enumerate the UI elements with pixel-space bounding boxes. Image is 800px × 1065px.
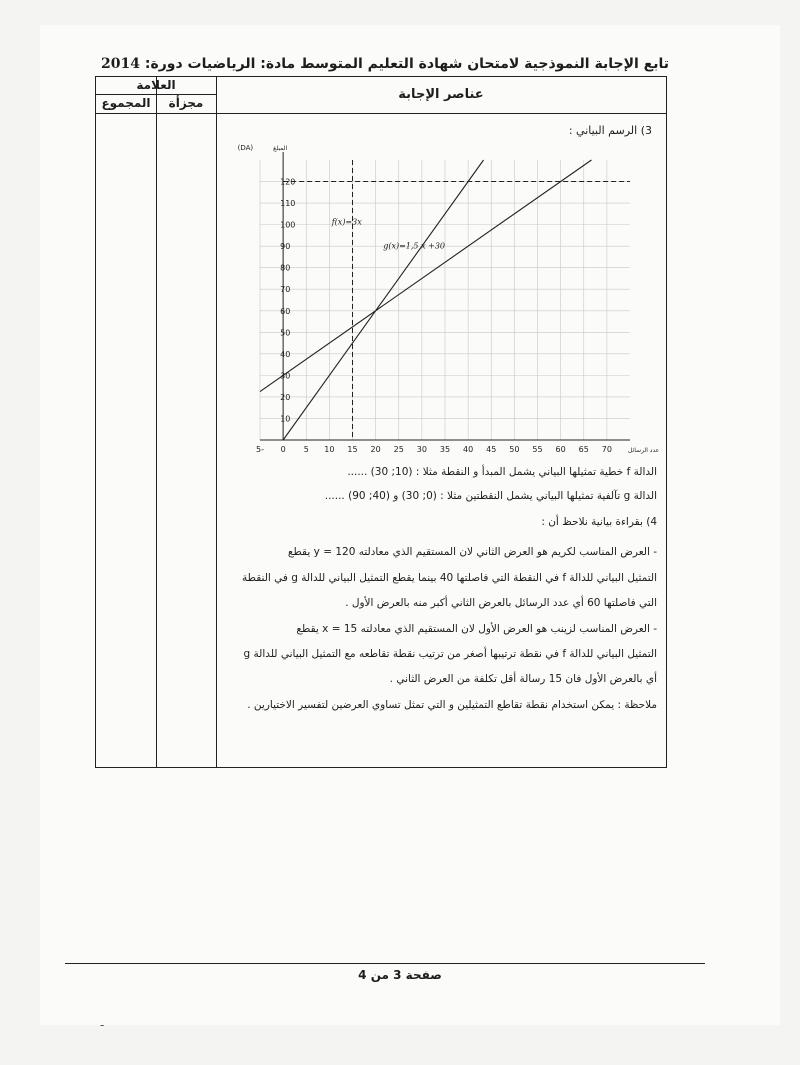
series-label-f: f(x)=3x: [331, 217, 362, 227]
col-partial-header: مجزأة: [168, 96, 204, 110]
x-tick-label: 40: [463, 445, 474, 454]
header-text: تابع الإجابة النموذجية لامتحان شهادة التعليم المتوسط مادة: الرياضيات دورة:: [144, 56, 669, 72]
series-label-g: g(x)=1,5 x +30: [383, 241, 445, 251]
y-unit-label: (DA): [237, 144, 254, 152]
line-1: الدالة g تآلفية تمثيلها البياني يشمل النقطتين مثلا : (0; 30) و (40; 90) ......: [324, 490, 657, 502]
header-rule: [96, 113, 666, 114]
x-tick-label: 0: [280, 445, 286, 454]
x-tick-label: 15: [347, 445, 358, 454]
y-tick-label: 100: [280, 220, 296, 230]
x-tick-label: 70: [601, 445, 612, 454]
x-tick-label: 30: [416, 445, 427, 454]
col-answers-header: عناصر الإجابة: [398, 87, 484, 102]
series-line-0: [283, 160, 483, 440]
y-tick-label: 50: [280, 328, 291, 338]
y-tick-label: 70: [280, 285, 291, 295]
x-tick-label: 20: [370, 445, 381, 454]
line-2: 4) بقراءة بيانية نلاحظ أن :: [541, 516, 657, 528]
page-header: [100, 56, 670, 72]
line-5: التي فاصلتها 60 أي عدد الرسائل بالعرض الثاني أكبر منه بالعرض الأول .: [345, 597, 657, 609]
q3-label: 3) الرسم البياني :: [568, 124, 652, 137]
line-0: الدالة f خطية تمثيلها البياني يشمل المبدأ و النقطة مثلا : (10; 30) ......: [347, 466, 657, 478]
line-3: - العرض المناسب لكريم هو العرض الثاني لان المستقيم الذي معادلته y = 120 يقطع: [287, 546, 657, 558]
y-tick-label: 80: [280, 263, 291, 273]
x-tick-label: 55: [532, 445, 543, 454]
x-axis-word: عدد الرسائل: [628, 447, 660, 454]
x-tick-label: 45: [486, 445, 497, 454]
y-axis-word: المبلغ: [273, 145, 288, 152]
line-8: أي بالعرض الأول فان 15 رسالة أقل تكلفة من العرض الثاني .: [389, 673, 657, 685]
y-tick-label: 110: [280, 199, 296, 209]
col-divider-2: [216, 77, 217, 767]
marks-subrule: [96, 94, 216, 95]
y-tick-label: 90: [280, 242, 291, 252]
x-tick-label: 50: [509, 445, 520, 454]
col-total-header: المجموع: [101, 96, 151, 110]
y-tick-label: 40: [280, 349, 291, 359]
line-4: التمثيل البياني للدالة f في النقطة التي فاصلتها 40 بينما يقطع التمثيل البياني للدالة g في النقطة: [241, 572, 657, 584]
header-year: 2014: [101, 56, 140, 72]
line-9: ملاحظة : يمكن استخدام نقطة تقاطع التمثيلين و التي تمثل تساوي العرضين لتفسير الاختيارين .: [247, 699, 657, 711]
y-tick-label: 120: [280, 177, 296, 187]
col-divider-1: [156, 77, 157, 767]
line-7: التمثيل البياني للدالة f في نقطة ترتيبها أصغر من ترتيب نقطة تقاطعه مع التمثيل البياني للدالة g: [243, 648, 657, 660]
x-tick-label: 65: [578, 445, 589, 454]
y-tick-label: 10: [280, 414, 291, 424]
y-tick-label: 30: [280, 371, 291, 381]
margin-mark: -: [100, 1018, 105, 1032]
x-tick-label: 35: [439, 445, 451, 454]
graph: [230, 140, 660, 460]
x-tick-label: 25: [393, 445, 404, 454]
x-tick-label: 60: [555, 445, 566, 454]
series-line-1: [260, 160, 591, 392]
y-tick-label: 20: [280, 392, 291, 402]
line-6: - العرض المناسب لزينب هو العرض الأول لان المستقيم الذي معادلته x = 15 يقطع: [296, 623, 657, 635]
page-footer: صفحة 3 من 4: [358, 968, 442, 982]
y-tick-label: 60: [280, 306, 291, 316]
marks-title: العلامة: [136, 78, 176, 92]
x-tick-label: 5: [303, 445, 309, 454]
footer-rule: [65, 963, 705, 964]
x-tick-label: -5: [256, 445, 264, 454]
x-tick-label: 10: [324, 445, 335, 454]
